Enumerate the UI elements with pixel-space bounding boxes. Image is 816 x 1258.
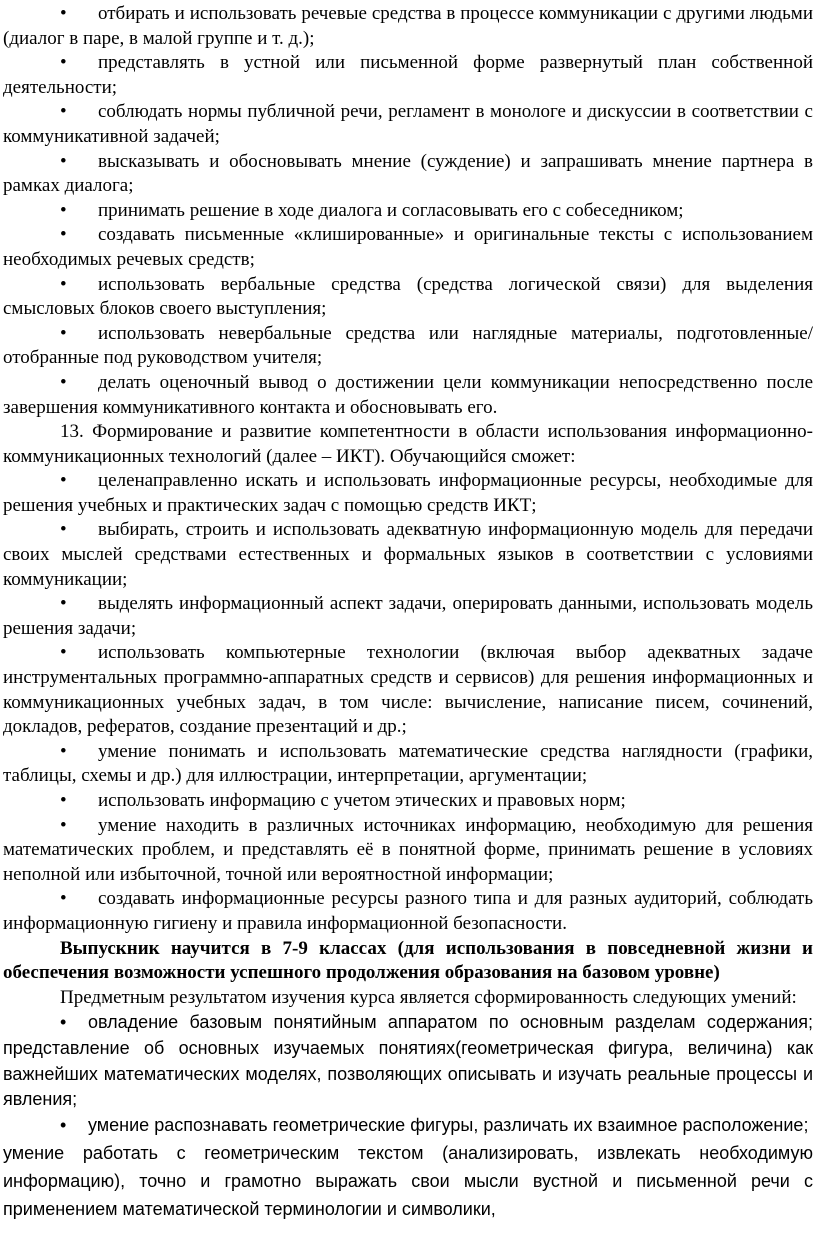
bullet-mark: • [60,150,67,172]
list-item: • отбирать и использовать речевые средства в процессе коммуникации с другими людьми (диалог в паре, в малой группе и т. д.); [3,3,813,49]
bullet-mark: • [60,3,67,24]
bullet-mark: • [60,199,67,221]
bullet-list-communication [3,2,813,420]
final-paragraph: умение работать с геометрическим текстом (анализировать, извлекать необходимую информацию), точно и грамотно выражать свои мысли вустной и письменной речи с применением математической терминологии и символики, [3,1143,813,1220]
list-item: • принимать решение в ходе диалога и согласовывать его с собеседником; [3,199,813,224]
bullet-mark: • [60,1114,67,1135]
bullet-list-ict [3,469,813,936]
list-item: • овладение базовым понятийным аппаратом по основным разделам содержания; представление об основных изучаемых понятиях(геометрическая фигура, величина) как важнейших математических моделях, позволяющих описывать и изучать реальные процессы и явления; [3,1012,813,1110]
bullet-mark: • [60,642,67,664]
list-item: • целенаправленно искать и использовать информационные ресурсы, необходимые для решения учебных и практических задач с помощью средств ИКТ; [3,470,813,516]
list-item: • использовать невербальные средства или наглядные материалы, подготовленные/отобранные под руководством учителя; [3,322,813,369]
bullet-mark: • [60,888,67,910]
list-item: • высказывать и обосновывать мнение (суждение) и запрашивать мнение партнера в рамках диалога; [3,150,813,197]
bullet-mark: • [60,814,67,836]
list-item: • выделять информационный аспект задачи, оперировать данными, использовать модель решения задачи; [3,593,813,639]
list-item: • умение распознавать геометрические фигуры, различать их взаимное расположение; [3,1113,813,1139]
bullet-mark: • [60,322,67,344]
list-item: • делать оценочный вывод о достижении цели коммуникации непосредственно после завершения коммуникативного контакта и обосновывать его. [3,371,813,418]
numbered-paragraph-13: 13. Формирование и развитие компетентности в области использования информационно-коммуникационных технологий (далее – ИКТ). Обучающийся сможет: [3,421,813,467]
bullet-mark: • [60,273,67,295]
list-item: • умение находить в различных источниках информацию, необходимую для решения математических проблем, и представлять её в понятной форме, принимать решение в условиях неполной или избыточной, точной или вероятностной информации; [3,814,813,885]
bullet-mark: • [60,790,67,811]
bullet-mark: • [60,101,67,123]
list-item: • создавать письменные «клишированные» и оригинальные тексты с использованием необходимых речевых средств; [3,224,813,270]
list-item: • представлять в устной или письменной форме развернутый план собственной деятельности; [3,52,813,98]
bullet-mark: • [60,593,67,615]
bullet-list-subject-results [3,1010,813,1223]
bullet-mark: • [60,470,67,492]
list-item: • соблюдать нормы публичной речи, регламент в монологе и дискуссии в соответствии с коммуникативной задачей; [3,101,813,147]
bullet-mark: • [60,519,67,541]
bullet-mark: • [60,1012,67,1033]
list-item: • использовать информацию с учетом этических и правовых норм; [3,789,813,814]
list-item: • использовать компьютерные технологии (включая выбор адекватных задаче инструментальных программно-аппаратных средств и сервисов) для решения информационных и коммуникационных учебных задач, в том числе: вычисление, написание писем, сочинений, докладов, рефератов, создание презентаций и др.; [3,642,813,738]
list-item: • создавать информационные ресурсы разного типа и для разных аудиторий, соблюдать информационную гигиену и правила информационной безопасности. [3,888,813,934]
list-item: • выбирать, строить и использовать адекватную информационную модель для передачи своих мыслей средствами естественных и формальных языков в соответствии с условиями коммуникации; [3,519,813,590]
bullet-mark: • [60,52,67,74]
bullet-mark: • [60,224,67,246]
bullet-mark: • [60,740,67,762]
list-item: • умение понимать и использовать математические средства наглядности (графики, таблицы, схемы и др.) для иллюстрации, интерпретации, аргументации; [3,740,813,787]
bullet-mark: • [60,371,67,393]
intro-paragraph: Предметным результатом изучения курса является сформированность следующих умений: [60,986,797,1008]
list-item: • использовать вербальные средства (средства логической связи) для выделения смысловых блоков своего выступления; [3,273,813,320]
section-heading: Выпускник научится в 7-9 классах (для использования в повседневной жизни и обеспечения возможности успешного продолжения образования на базовом уровне) [3,937,813,984]
